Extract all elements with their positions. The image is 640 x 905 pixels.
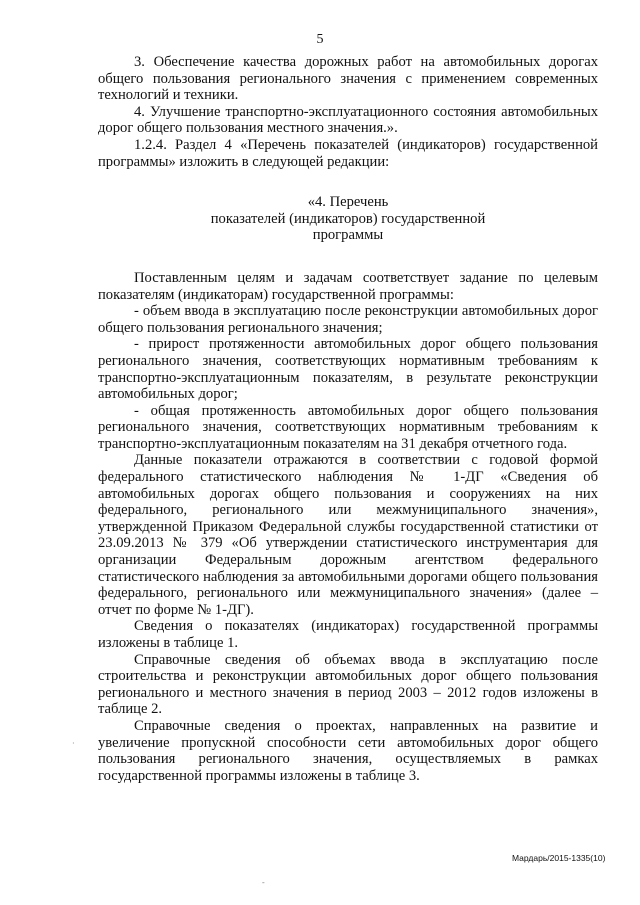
footer-document-code: Мардарь/2015-1335(10) — [512, 853, 606, 863]
list-item: - общая протяженность автомобильных дорог общего пользования регионального значения, соответствующих нормативным требованиям к транспортно-эксплуатационным показателям на 31 декабря отчетного года. — [98, 402, 598, 452]
page-number: 5 — [316, 32, 324, 47]
paragraph-table-3: Справочные сведения о проектах, направленных на развитие и увеличение пропускной способности сети автомобильных дорог общего пользования регионального значения, осуществляемых в рамках государственной программы изложены в таблице 3. — [98, 717, 598, 784]
heading-line-2: показателей (индикаторов) государственной — [210, 210, 486, 227]
section-heading — [98, 194, 598, 244]
document-body — [98, 54, 598, 784]
heading-line-1: «4. Перечень — [307, 194, 389, 211]
list-item: - объем ввода в эксплуатацию после реконструкции автомобильных дорог общего пользования регионального значения; — [98, 303, 598, 336]
scan-speck: - — [262, 878, 265, 887]
intro-paragraph: Поставленным целям и задачам соответствует задание по целевым показателям (индикаторам) государственной программы: — [98, 269, 598, 303]
paragraph-table-1: Сведения о показателях (индикаторах) государственной программы изложены в таблице 1. — [98, 618, 598, 651]
scan-speck: · — [72, 739, 75, 748]
heading-line-3: программы — [312, 227, 384, 244]
list-item: - прирост протяженности автомобильных дорог общего пользования регионального значения, соответствующих нормативным требованиям к транспортно-эксплуатационным показателям, в результате реконструкции автомобильных дорог; — [98, 336, 598, 403]
spacer — [98, 244, 598, 270]
paragraph-item-4: 4. Улучшение транспортно-эксплуатационного состояния автомобильных дорог общего пользования местного значения.». — [98, 103, 598, 137]
paragraph-section-4-amendment: 1.2.4. Раздел 4 «Перечень показателей (индикаторов) государственной программы» изложить в следующей редакции: — [98, 136, 598, 170]
paragraph-item-3: 3. Обеспечение качества дорожных работ на автомобильных дорогах общего пользования регионального значения с применением современных технологий и техники. — [98, 54, 598, 104]
paragraph-table-2: Справочные сведения об объемах ввода в эксплуатацию после строительства и реконструкции автомобильных дорог общего пользования регионального и местного значения в период 2003 – 2012 годов изложены в таблице 2. — [98, 651, 598, 718]
paragraph-form-1dg: Данные показатели отражаются в соответствии с годовой формой федерального статистического наблюдения № 1-ДГ «Сведения об автомобильных дорогах общего пользования и сооружениях на них федерального, регионального или межмуниципального значения», утвержденной Приказом Федеральной службы государственной статистики от 23.09.2013 № 379 «Об утверждении статистического инструментария для организации Федеральным дорожным агентством федерального статистического наблюдения за автомобильными дорогами общего пользования федерального, регионального или межмуниципального значения» (далее – отчет по форме № 1-ДГ). — [98, 452, 598, 618]
